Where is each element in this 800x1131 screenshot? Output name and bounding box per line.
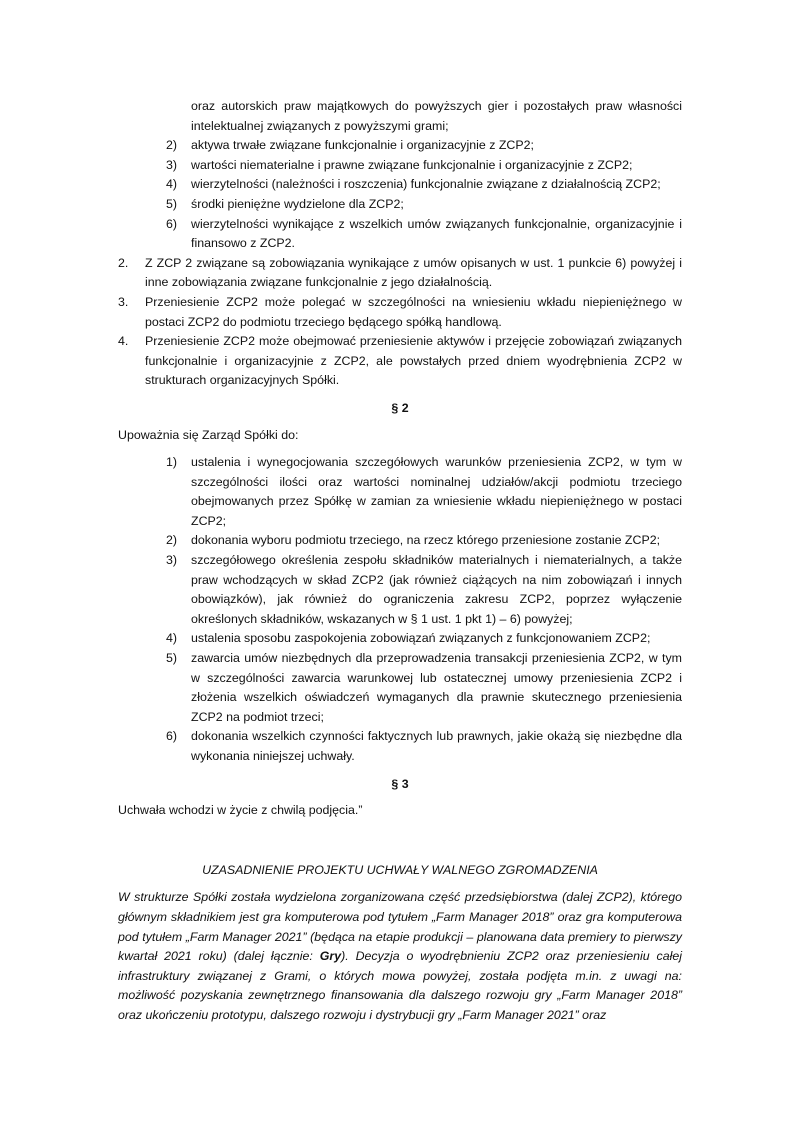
list-item-text: środki pieniężne wydzielone dla ZCP2;: [191, 196, 404, 211]
section-3-heading: § 3: [391, 776, 409, 791]
list-item-text: dokonania wyboru podmiotu trzeciego, na rzecz którego przeniesione zostanie ZCP2;: [191, 533, 661, 548]
section-3-text: Uchwała wchodzi w życie z chwilą podjęcia.”: [118, 803, 363, 818]
list-item-number: 4): [166, 177, 178, 192]
list-item-text: ustalenia i wynegocjowania szczegółowych warunków przeniesienia ZCP2, w tym w szczególności ilości oraz wartości nominalnej udziałów/akcji podmiotu trzeciego obejmowanych przez Spółkę w zamian za wniesienie wkładu niepieniężnego w postaci ZCP2;: [191, 455, 682, 528]
document-page: [118, 97, 682, 1026]
list-item-number: 3.: [118, 294, 129, 309]
list-item-number: 6): [166, 216, 178, 231]
list-item-number: 2): [166, 138, 178, 153]
list-item-text: szczegółowego określenia zespołu składników materialnych i niematerialnych, a także praw wchodzących w skład ZCP2 (jak również ciążących na nim zobowiązań i innych obowiązków), jak również do ograniczenia zakresu ZCP2, poprzez wyłączenie określonych składników, wskazanych w § 1 ust. 1 pkt 1) – 6) powyżej;: [191, 553, 682, 626]
list-item-number: 2): [166, 533, 178, 548]
list-item-number: 4): [166, 631, 178, 646]
list-item-text: wierzytelności wynikające z wszelkich umów związanych funkcjonalnie, organizacyjnie i finansowo z ZCP2.: [191, 216, 682, 251]
list-item: [118, 649, 682, 727]
list-item-text: Przeniesienie ZCP2 może obejmować przeniesienie aktywów i przejęcie zobowiązań związanych funkcjonalnie i organizacyjnie z ZCP2, ale powstałych przed dniem wyodrębnienia ZCP2 w strukturach organizacyjnych Spółki.: [145, 334, 682, 388]
list-item-number: 6): [166, 729, 178, 744]
list-item-number: 4.: [118, 334, 129, 349]
list-item: [118, 332, 682, 391]
section-2-list: [118, 453, 682, 767]
list-item-text: ustalenia sposobu zaspokojenia zobowiązań związanych z funkcjonowaniem ZCP2;: [191, 631, 651, 646]
list-item-number: 2.: [118, 255, 129, 270]
list-item-text: Z ZCP 2 związane są zobowiązania wynikające z umów opisanych w ust. 1 punkcie 6) powyżej i inne zobowiązania związane funkcjonalnie z jego działalnością.: [145, 255, 682, 290]
list-item-number: 1): [166, 455, 178, 470]
points-list: [118, 254, 682, 391]
list-item-text: zawarcia umów niezbędnych dla przeprowadzenia transakcji przeniesienia ZCP2, w tym w szczególności zawarcia warunkowej lub ostatecznej umowy przeniesienia ZCP2 i złożenia wszelkich oświadczeń wymaganych dla prawnie skutecznego przeniesienia ZCP2 na podmiot trzeci;: [191, 651, 682, 724]
list-item-text: dokonania wszelkich czynności faktycznych lub prawnych, jakie okażą się niezbędne dla wykonania niniejszej uchwały.: [191, 729, 682, 763]
list-item: [118, 254, 682, 293]
list-item: [118, 453, 682, 531]
list-item: [118, 175, 682, 195]
list-item: [118, 195, 682, 215]
list-item: [118, 156, 682, 176]
justification-bold-term: Gry: [319, 949, 342, 964]
justification-title: UZASADNIENIE PROJEKTU UCHWAŁY WALNEGO ZGROMADZENIA: [202, 862, 598, 877]
justification-text-part1: W strukturze Spółki została wydzielona zorganizowana część przedsiębiorstwa (dalej ZCP2), którego głównym składnikiem jest gra komputerowa pod tytułem „Farm Manager 2018” oraz gra komputerowa pod tytułem „Farm Manager 2021” (będąca na etapie produkcji – planowana data premiery to pierwszy kwartał 2021 roku) (dalej łącznie:: [118, 890, 682, 964]
list-item-number: 3): [166, 157, 178, 172]
list-item: [118, 215, 682, 254]
justification-text: [118, 888, 682, 1025]
list-item-number: 3): [166, 553, 178, 568]
list-item-text: wartości niematerialne i prawne związane funkcjonalnie i organizacyjnie z ZCP2;: [191, 157, 633, 172]
list-item: [118, 293, 682, 332]
list-item-number: 5): [166, 196, 178, 211]
list-item: [118, 551, 682, 629]
list-item-number: 5): [166, 651, 178, 666]
section-2-heading: § 2: [391, 400, 409, 415]
list-item-text: wierzytelności (należności i roszczenia) funkcjonalnie związane z działalnością ZCP2;: [191, 177, 661, 192]
list-item: [118, 727, 682, 766]
sublist: [118, 136, 682, 254]
list-item: [118, 629, 682, 649]
list-item-text: aktywa trwałe związane funkcjonalnie i organizacyjnie z ZCP2;: [191, 138, 534, 153]
list-item-text: Przeniesienie ZCP2 może polegać w szczególności na wniesieniu wkładu niepieniężnego w postaci ZCP2 do podmiotu trzeciego będącego spółką handlową.: [145, 294, 682, 329]
list-item: [118, 136, 682, 156]
list-item-continuation: oraz autorskich praw majątkowych do powyższych gier i pozostałych praw własności intelektualnej związanych z powyższymi grami;: [191, 99, 682, 133]
justification-text-part2: ). Decyzja o wyodrębnieniu ZCP2 oraz przeniesieniu całej infrastruktury związanej z Grami, o których mowa powyżej, została podjęta m.in. z uwagi na: możliwość pozyskania zewnętrznego finansowania dla dalszego rozwoju gry „Farm Manager 2018” oraz ukończeniu prototypu, dalszego rozwoju i dystrybucji gry „Farm Manager 2021” oraz: [118, 949, 682, 1022]
section-2-intro: Upoważnia się Zarząd Spółki do:: [118, 427, 299, 442]
list-item: [118, 531, 682, 551]
